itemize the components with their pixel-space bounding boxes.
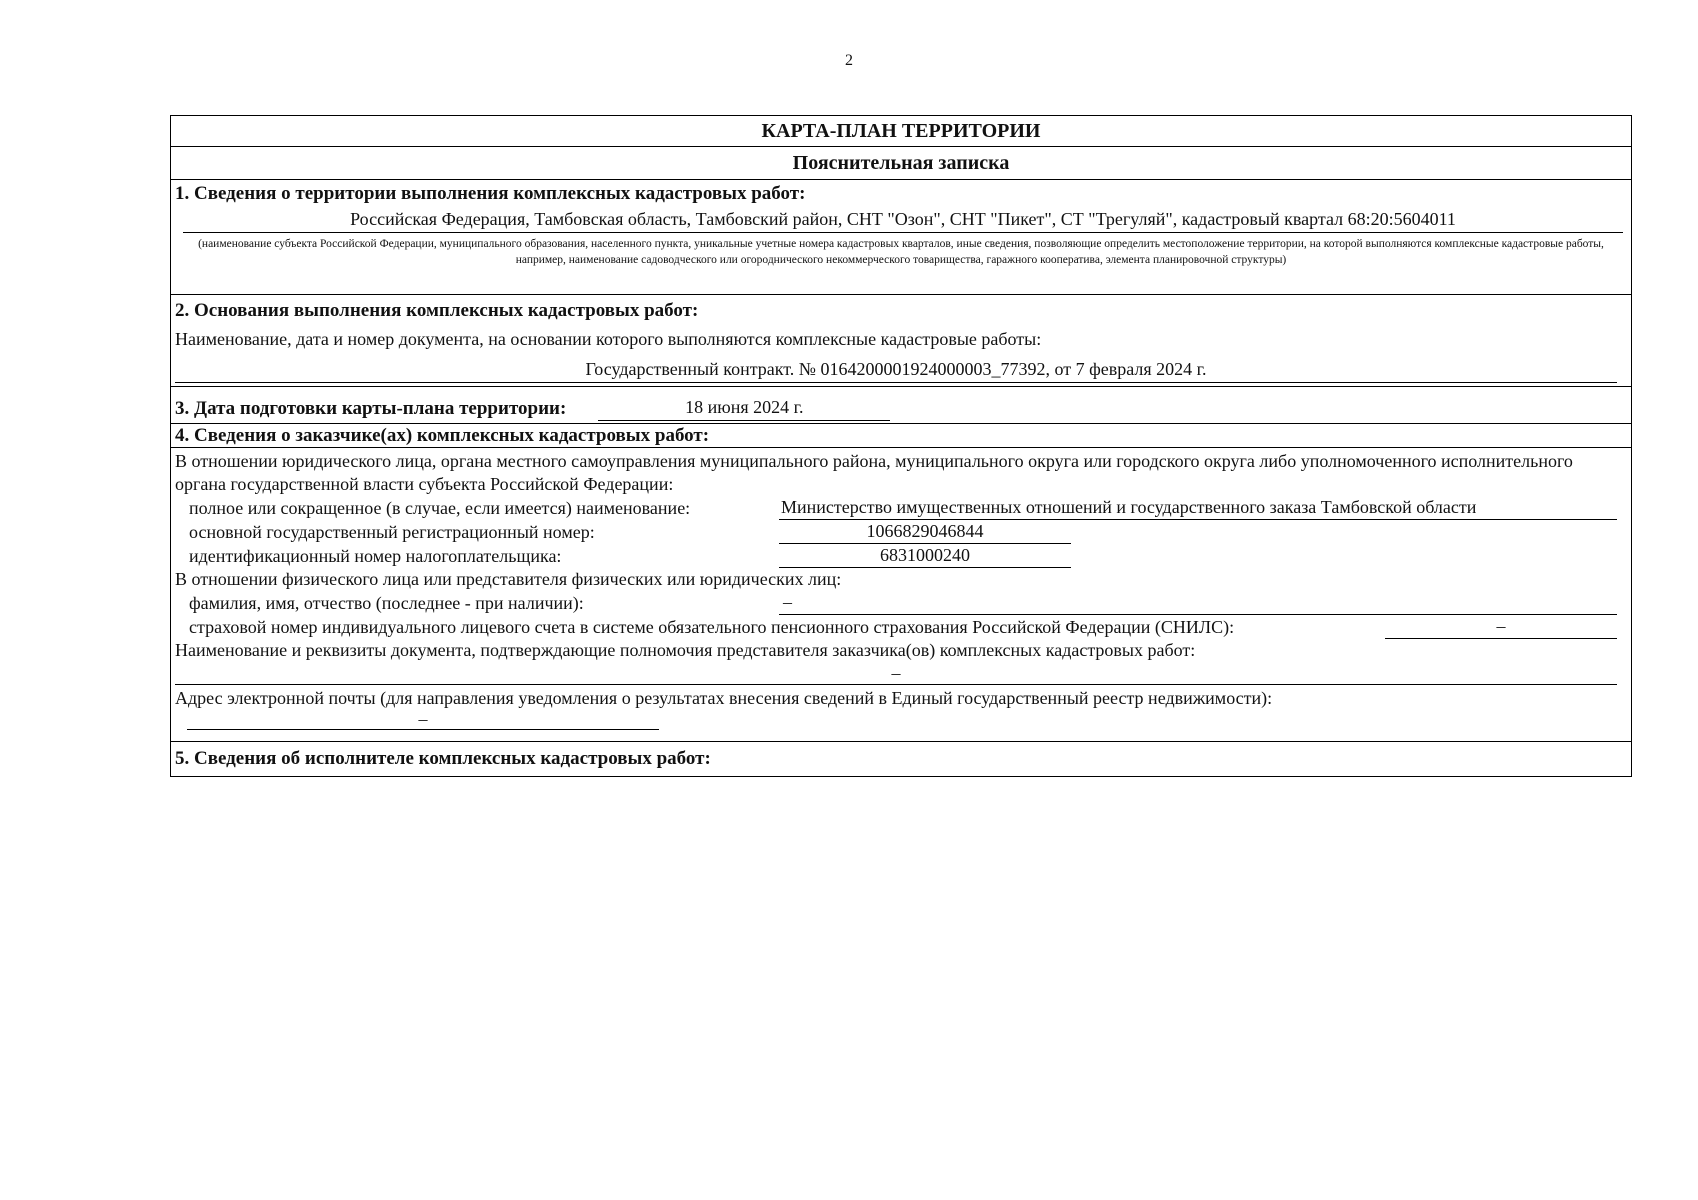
fio-value: – [779,591,1617,615]
email-label: Адрес электронной почты (для направления уведомления о результатах внесения сведений в Единый государственный реестр недвижимости): [175,688,1273,708]
page-number: 2 [845,52,853,69]
individual-intro: В отношении физического лица или представителя физических или юридических лиц: [175,569,842,589]
section-customer [171,424,1631,742]
document-title: КАРТА-ПЛАН ТЕРРИТОРИИ [171,116,1631,147]
email-value: – [418,709,428,729]
explanatory-note-form [170,115,1632,777]
section-2-heading: 2. Основания выполнения комплексных кадастровых работ: [175,300,699,321]
inn-value: 6831000240 [779,544,1071,568]
section-3-heading: 3. Дата подготовки карты-плана территории: [175,398,567,419]
basis-document-label: Наименование, дата и номер документа, на основании которого выполняются комплексные кадастровые работы: [175,329,1042,349]
snils-label: страховой номер индивидуального лицевого счета в системе обязательного пенсионного страхования Российской Федерации (СНИЛС): [189,617,1235,637]
ogrn-label: основной государственный регистрационный номер: [189,522,595,542]
fio-label: фамилия, имя, отчество (последнее - при наличии): [189,593,584,613]
section-territory [171,180,1631,295]
section-contractor [171,742,1631,776]
section-4-heading: 4. Сведения о заказчике(ах) комплексных кадастровых работ: [171,424,1631,448]
preparation-date-value: 18 июня 2024 г. [598,395,890,421]
legal-entity-intro: В отношении юридического лица, органа местного самоуправления муниципального района, муниципального округа или городского округа либо уполномоченного исполнительного органа государственной власти субъекта Российской Федерации: [175,451,1573,494]
section-preparation-date [171,387,1631,424]
section-5-heading: 5. Сведения об исполнителе комплексных кадастровых работ: [175,748,711,769]
customer-name-value: Министерство имущественных отношений и государственного заказа Тамбовской области [779,496,1617,520]
territory-value: Российская Федерация, Тамбовская область, Тамбовский район, СНТ "Озон", СНТ "Пикет", СТ "Трегуляй", кадастровый квартал 68:20:5604011 [350,209,1456,229]
customer-name-label: полное или сокращенное (в случае, если имеется) наименование: [189,498,691,518]
document-subtitle: Пояснительная записка [171,147,1631,180]
section-basis [171,295,1631,387]
ogrn-value: 1066829046844 [779,520,1071,544]
representative-doc-value: – [891,663,901,683]
basis-document-value: Государственный контракт. № 0164200001924000003_77392, от 7 февраля 2024 г. [585,359,1207,379]
section-1-heading: 1. Сведения о территории выполнения комплексных кадастровых работ: [175,183,806,204]
territory-note: (наименование субъекта Российской Федерации, муниципального образования, населенного пункта, уникальные учетные номера кадастровых кварталов, иные сведения, позволяющие определить местоположение территории, на которой выполняются комплексные кадастровые работы, например, наименование садоводческого или огороднического некоммерческого товарищества, гаражного кооператива, элемента планировочной структуры) [198,238,1604,266]
snils-value: – [1385,615,1617,639]
inn-label: идентификационный номер налогоплательщика: [189,546,562,566]
representative-doc-label: Наименование и реквизиты документа, подтверждающие полномочия представителя заказчика(ов) комплексных кадастровых работ: [175,640,1196,660]
